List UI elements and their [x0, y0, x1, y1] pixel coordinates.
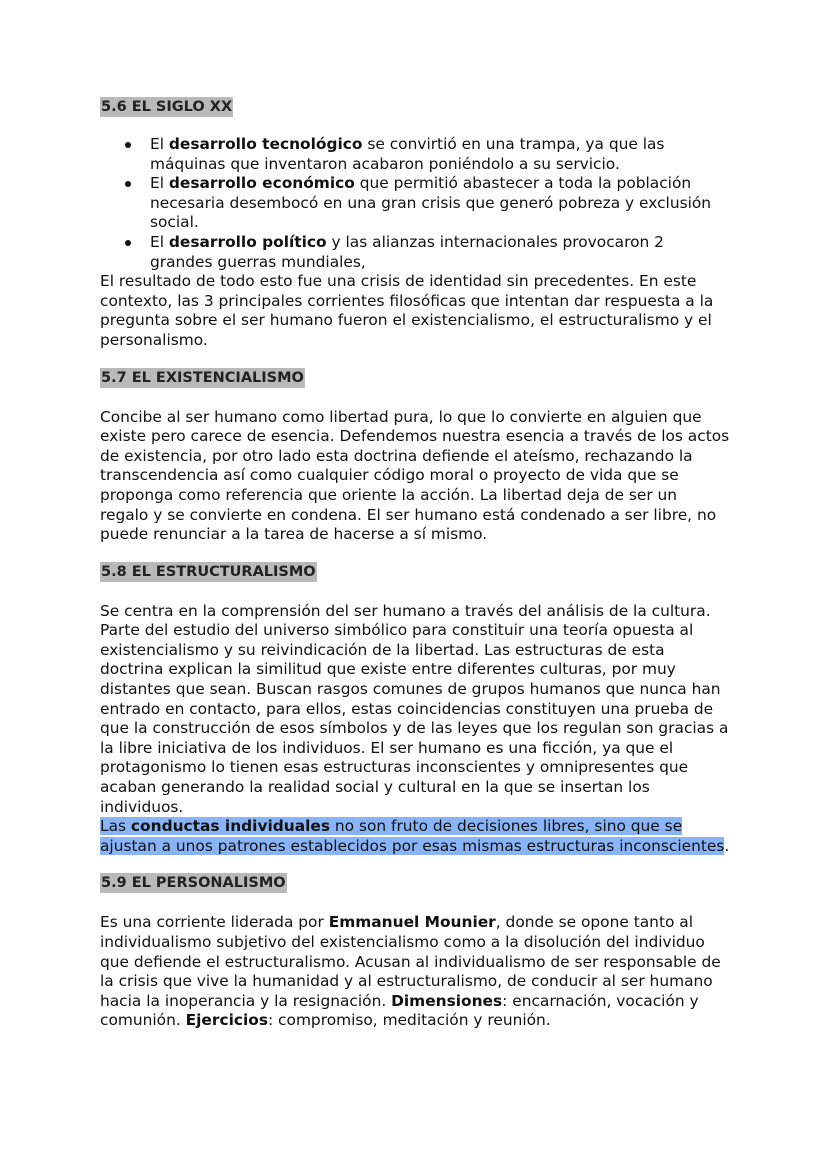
bullet-list	[100, 135, 730, 272]
paragraph-existencialismo: Concibe al ser humano como libertad pura, lo que lo convierte en alguien que existe pero carece de esencia. Defendemos nuestra esencia a través de los actos de existencia, por otro lado esta doctrina defiende el ateísmo, rechazando la transcendencia así como cualquier código moral o proyecto de vida que se proponga como referencia que oriente la acción. La libertad deja de ser un regalo y se convierte en condena. El ser humano está condenado a ser libre, no puede renunciar a la tarea de hacerse a sí mismo.	[100, 407, 730, 544]
list-item: El desarrollo económico que permitió abastecer a toda la población necesaria desembocó en una gran crisis que generó pobreza y exclusión social.	[100, 174, 730, 233]
bullet-icon	[125, 142, 131, 148]
paragraph-estructuralismo: Se centra en la comprensión del ser humano a través del análisis de la cultura. Parte del estudio del universo simbólico para constituir una teoría opuesta al existencialismo y su reivindicación de la libertad. Las estructuras de esta doctrina explican la similitud que existe entre diferentes culturas, por muy distantes que sean. Buscan rasgos comunes de grupos humanos que nunca han entrado en contacto, para ellos, estas coincidencias constituyen una prueba de que la construcción de esos símbolos y de las leyes que los regulan son gracias a la libre iniciativa de los individuos. El ser humano es una ficción, ya que el protagonismo lo tienen esas estructuras inconscientes y omnipresentes que acaban generando la realidad social y cultural en la que se insertan los individuos. Las conductas individuales no son fruto de decisiones libres, sino que se ajustan a unos patrones establecidos por esas mismas estructuras inconscientes.	[100, 601, 730, 855]
list-item: El desarrollo tecnológico se convirtió en una trampa, ya que las máquinas que inventaron acabaron poniéndolo a su servicio.	[100, 135, 730, 174]
section-heading-personalismo: 5.9 EL PERSONALISMO	[101, 875, 286, 892]
list-item: El desarrollo político y las alianzas internacionales provocaron 2 grandes guerras mundiales,	[100, 233, 730, 272]
bullet-icon	[125, 181, 131, 187]
paragraph-siglo-xx: El resultado de todo esto fue una crisis de identidad sin precedentes. En este contexto, las 3 principales corrientes filosóficas que intentan dar respuesta a la pregunta sobre el ser humano fueron el existencialismo, el estructuralismo y el personalismo.	[100, 272, 714, 349]
document-page	[100, 96, 730, 1031]
paragraph-personalismo: Es una corriente liderada por Emmanuel Mounier, donde se opone tanto al individualismo subjetivo del existencialismo como a la disolución del individuo que defiende el estructuralismo. Acusan al individualismo de ser responsable de la crisis que vive la humanidad y al estructuralismo, de conducir al ser humano hacia la inoperancia y la resignación. Dimensiones: encarnación, vocación y comunión. Ejercicios: compromiso, meditación y reunión.	[100, 913, 721, 1030]
highlighted-text: Las conductas individuales no son fruto de decisiones libres, sino que se ajustan a unos patrones establecidos por esas mismas estructuras inconscientes	[100, 817, 725, 855]
section-heading-existencialismo: 5.7 EL EXISTENCIALISMO	[101, 369, 304, 386]
section-heading-estructuralismo: 5.8 EL ESTRUCTURALISMO	[101, 563, 316, 580]
bullet-icon	[125, 240, 131, 246]
section-heading-siglo-xx: 5.6 EL SIGLO XX	[101, 99, 233, 115]
